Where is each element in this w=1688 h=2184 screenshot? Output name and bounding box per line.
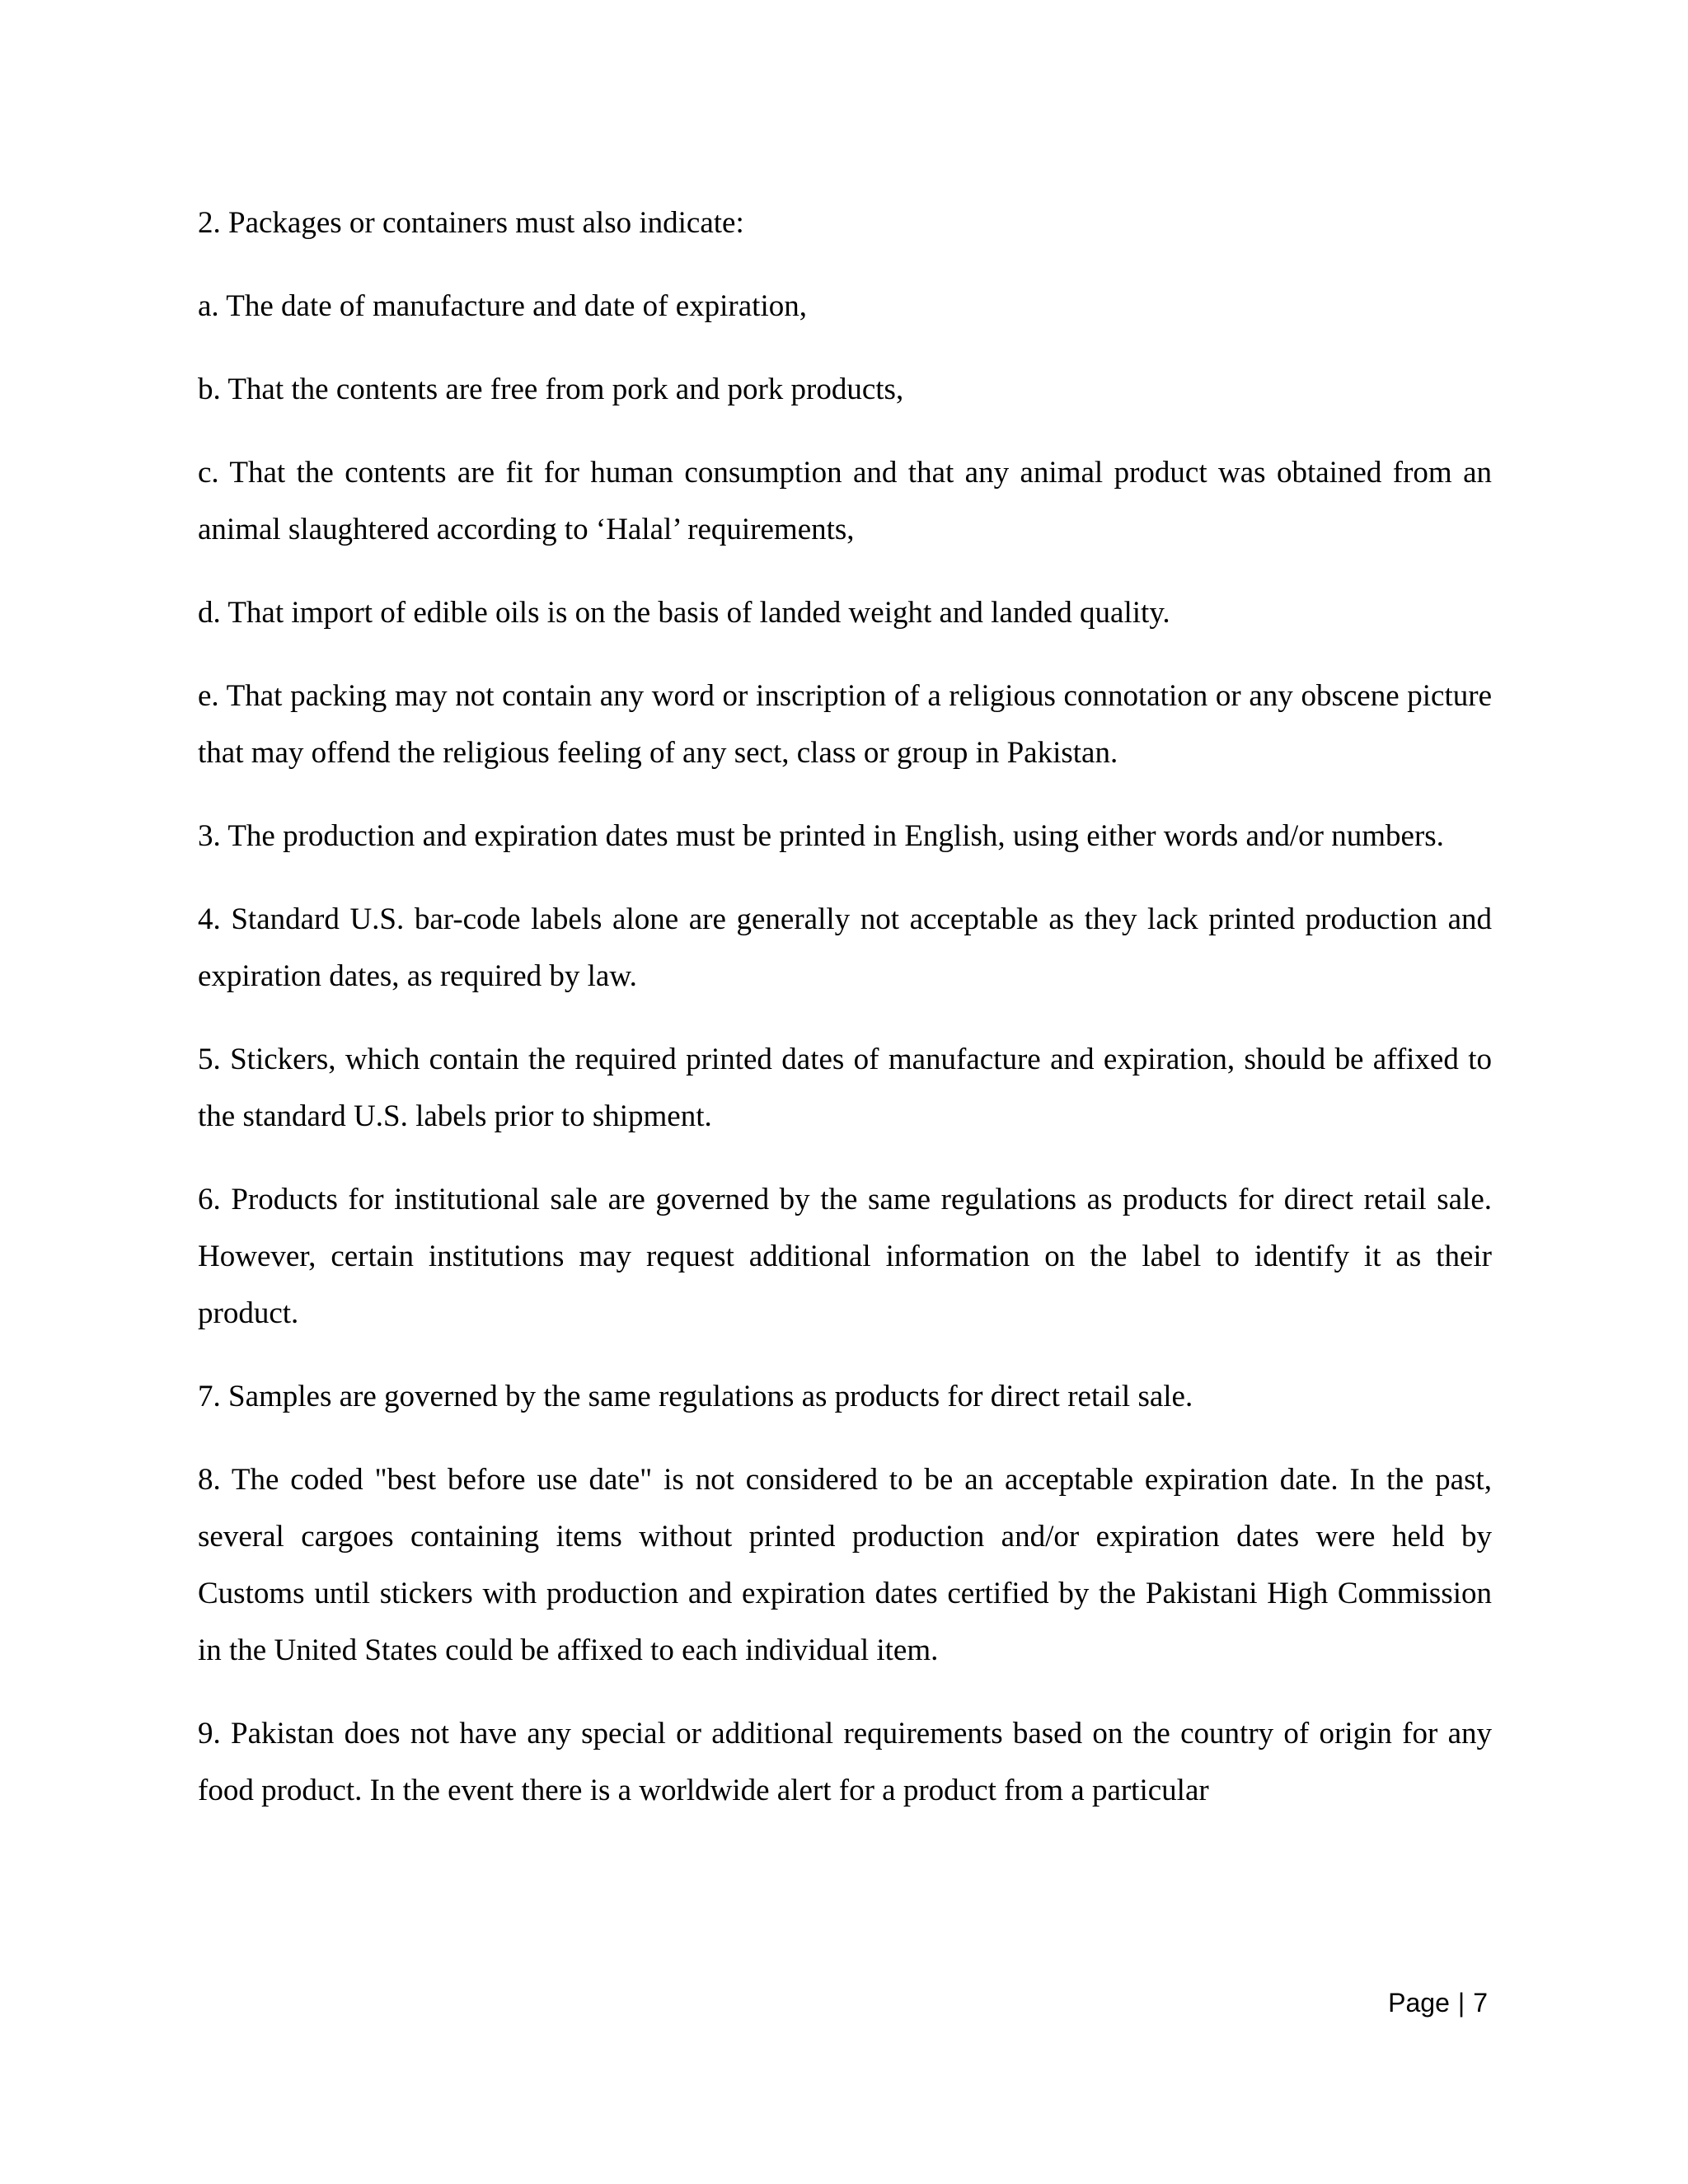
paragraph-2e: e. That packing may not contain any word or inscription of a religious connotation or any obscene picture that may offend the religious feeling of any sect, class or group in Pakistan. bbox=[198, 679, 1492, 770]
paragraph-7: 7. Samples are governed by the same regulations as products for direct retail sale. bbox=[198, 1380, 1193, 1413]
paragraph-3: 3. The production and expiration dates must be printed in English, using either words and/or numbers. bbox=[198, 819, 1444, 853]
document-body bbox=[198, 194, 1492, 1845]
paragraph-2: 2. Packages or containers must also indicate: bbox=[198, 206, 744, 240]
paragraph-2b: b. That the contents are free from pork and pork products, bbox=[198, 373, 904, 406]
paragraph-2c: c. That the contents are fit for human consumption and that any animal product was obtained from an animal slaughtered according to ‘Halal’ requirements, bbox=[198, 456, 1492, 546]
paragraph-2d: d. That import of edible oils is on the basis of landed weight and landed quality. bbox=[198, 596, 1170, 630]
page-footer bbox=[1388, 1988, 1488, 2018]
page-separator: | bbox=[1457, 1988, 1465, 2018]
paragraph-6: 6. Products for institutional sale are governed by the same regulations as products for direct retail sale. However, certain institutions may request additional information on the label to identify it as their product. bbox=[198, 1183, 1492, 1330]
paragraph-2a: a. The date of manufacture and date of expiration, bbox=[198, 289, 807, 323]
page-label: Page bbox=[1388, 1988, 1450, 2018]
page-number: 7 bbox=[1473, 1988, 1488, 2018]
paragraph-9: 9. Pakistan does not have any special or additional requirements based on the country of origin for any food product. In the event there is a worldwide alert for a product from a particular bbox=[198, 1717, 1492, 1807]
paragraph-4: 4. Standard U.S. bar-code labels alone are generally not acceptable as they lack printed production and expiration dates, as required by law. bbox=[198, 902, 1492, 993]
paragraph-5: 5. Stickers, which contain the required printed dates of manufacture and expiration, should be affixed to the standard U.S. labels prior to shipment. bbox=[198, 1043, 1492, 1133]
paragraph-8: 8. The coded "best before use date" is not considered to be an acceptable expiration date. In the past, several cargoes containing items without printed production and/or expiration dates were held by Customs until stickers with production and expiration dates certified by the Pakistani High Commission in the United States could be affixed to each individual item. bbox=[198, 1463, 1492, 1667]
